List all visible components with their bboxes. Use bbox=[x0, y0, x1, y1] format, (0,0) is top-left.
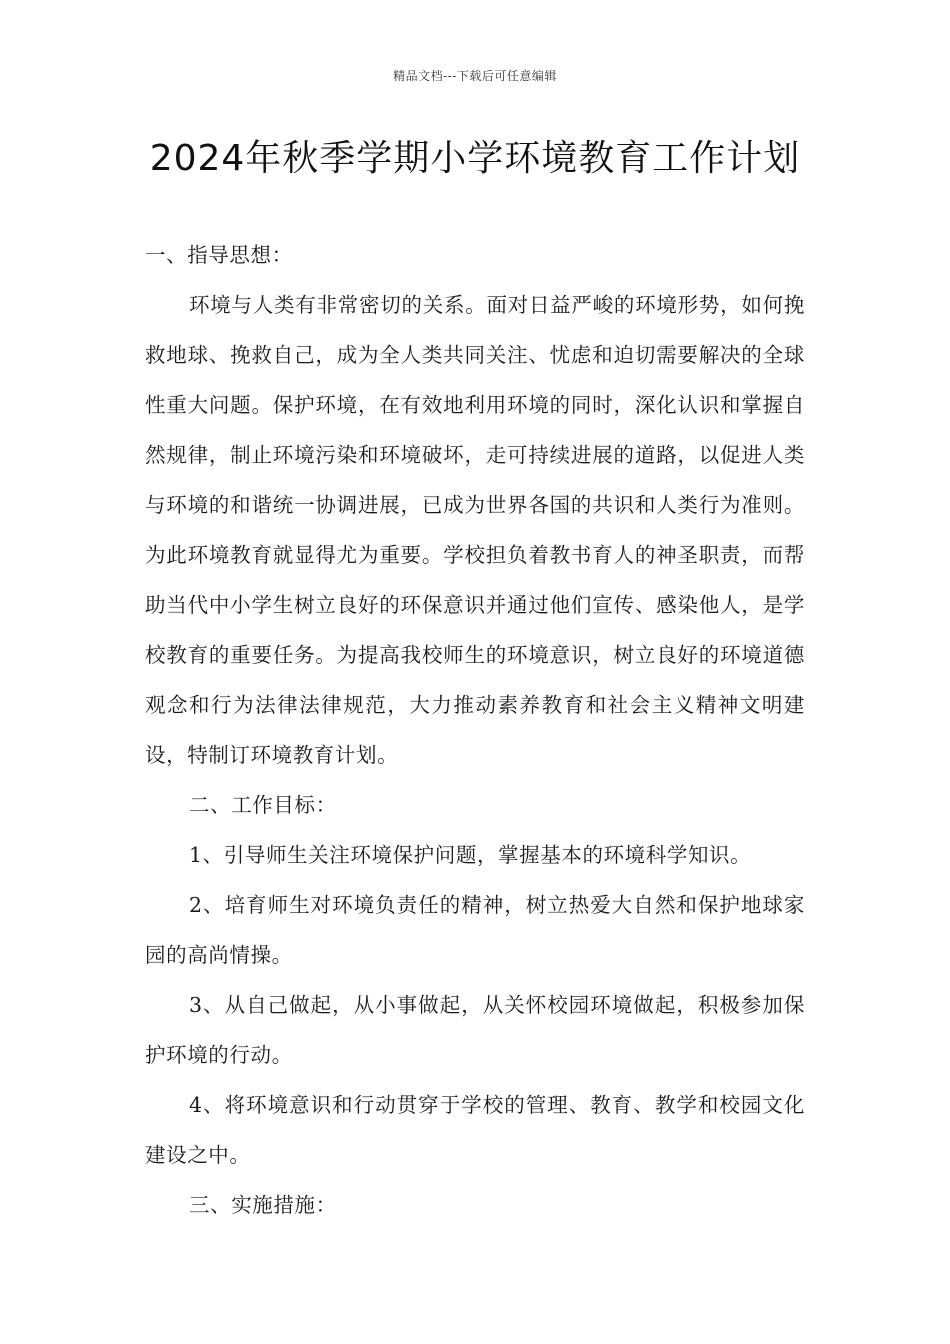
section-heading-measures: 三、实施措施： bbox=[189, 1193, 337, 1217]
section-heading-guiding-ideology: 一、指导思想： bbox=[145, 243, 293, 267]
document-title: 2024年秋季学期小学环境教育工作计划 bbox=[149, 138, 801, 179]
goal-item-2: 2、培育师生对环境负责任的精神，树立热爱大自然和保护地球家园的高尚情操。 bbox=[145, 893, 805, 967]
goal-item-4: 4、将环境意识和行动贯穿于学校的管理、教育、教学和校园文化建设之中。 bbox=[145, 1093, 805, 1167]
section-heading-work-goals: 二、工作目标： bbox=[189, 793, 337, 817]
goal-item-1: 1、引导师生关注环境保护问题，掌握基本的环境科学知识。 bbox=[189, 843, 752, 867]
goal-item-3: 3、从自己做起，从小事做起，从关怀校园环境做起，积极参加保护环境的行动。 bbox=[145, 993, 805, 1067]
paragraph-guiding-ideology: 环境与人类有非常密切的关系。面对日益严峻的环境形势，如何挽救地球、挽救自己，成为全人类共同关注、忧虑和迫切需要解决的全球性重大问题。保护环境，在有效地利用环境的同时，深化认识和掌握自然规律，制止环境污染和环境破坏，走可持续进展的道路，以促进人类与环境的和谐统一协调进展，已成为世界各国的共识和人类行为准则。为此环境教育就显得尤为重要。学校担负着教书育人的神圣职责，而帮助当代中小学生树立良好的环保意识并通过他们宣传、感染他人，是学校教育的重要任务。为提高我校师生的环境意识，树立良好的环境道德观念和行为法律法律规范，大力推动素养教育和社会主义精神文明建设，特制订环境教育计划。 bbox=[145, 293, 805, 767]
document-body bbox=[145, 230, 805, 1230]
header-note: 精品文档---下载后可任意编辑 bbox=[393, 69, 557, 83]
